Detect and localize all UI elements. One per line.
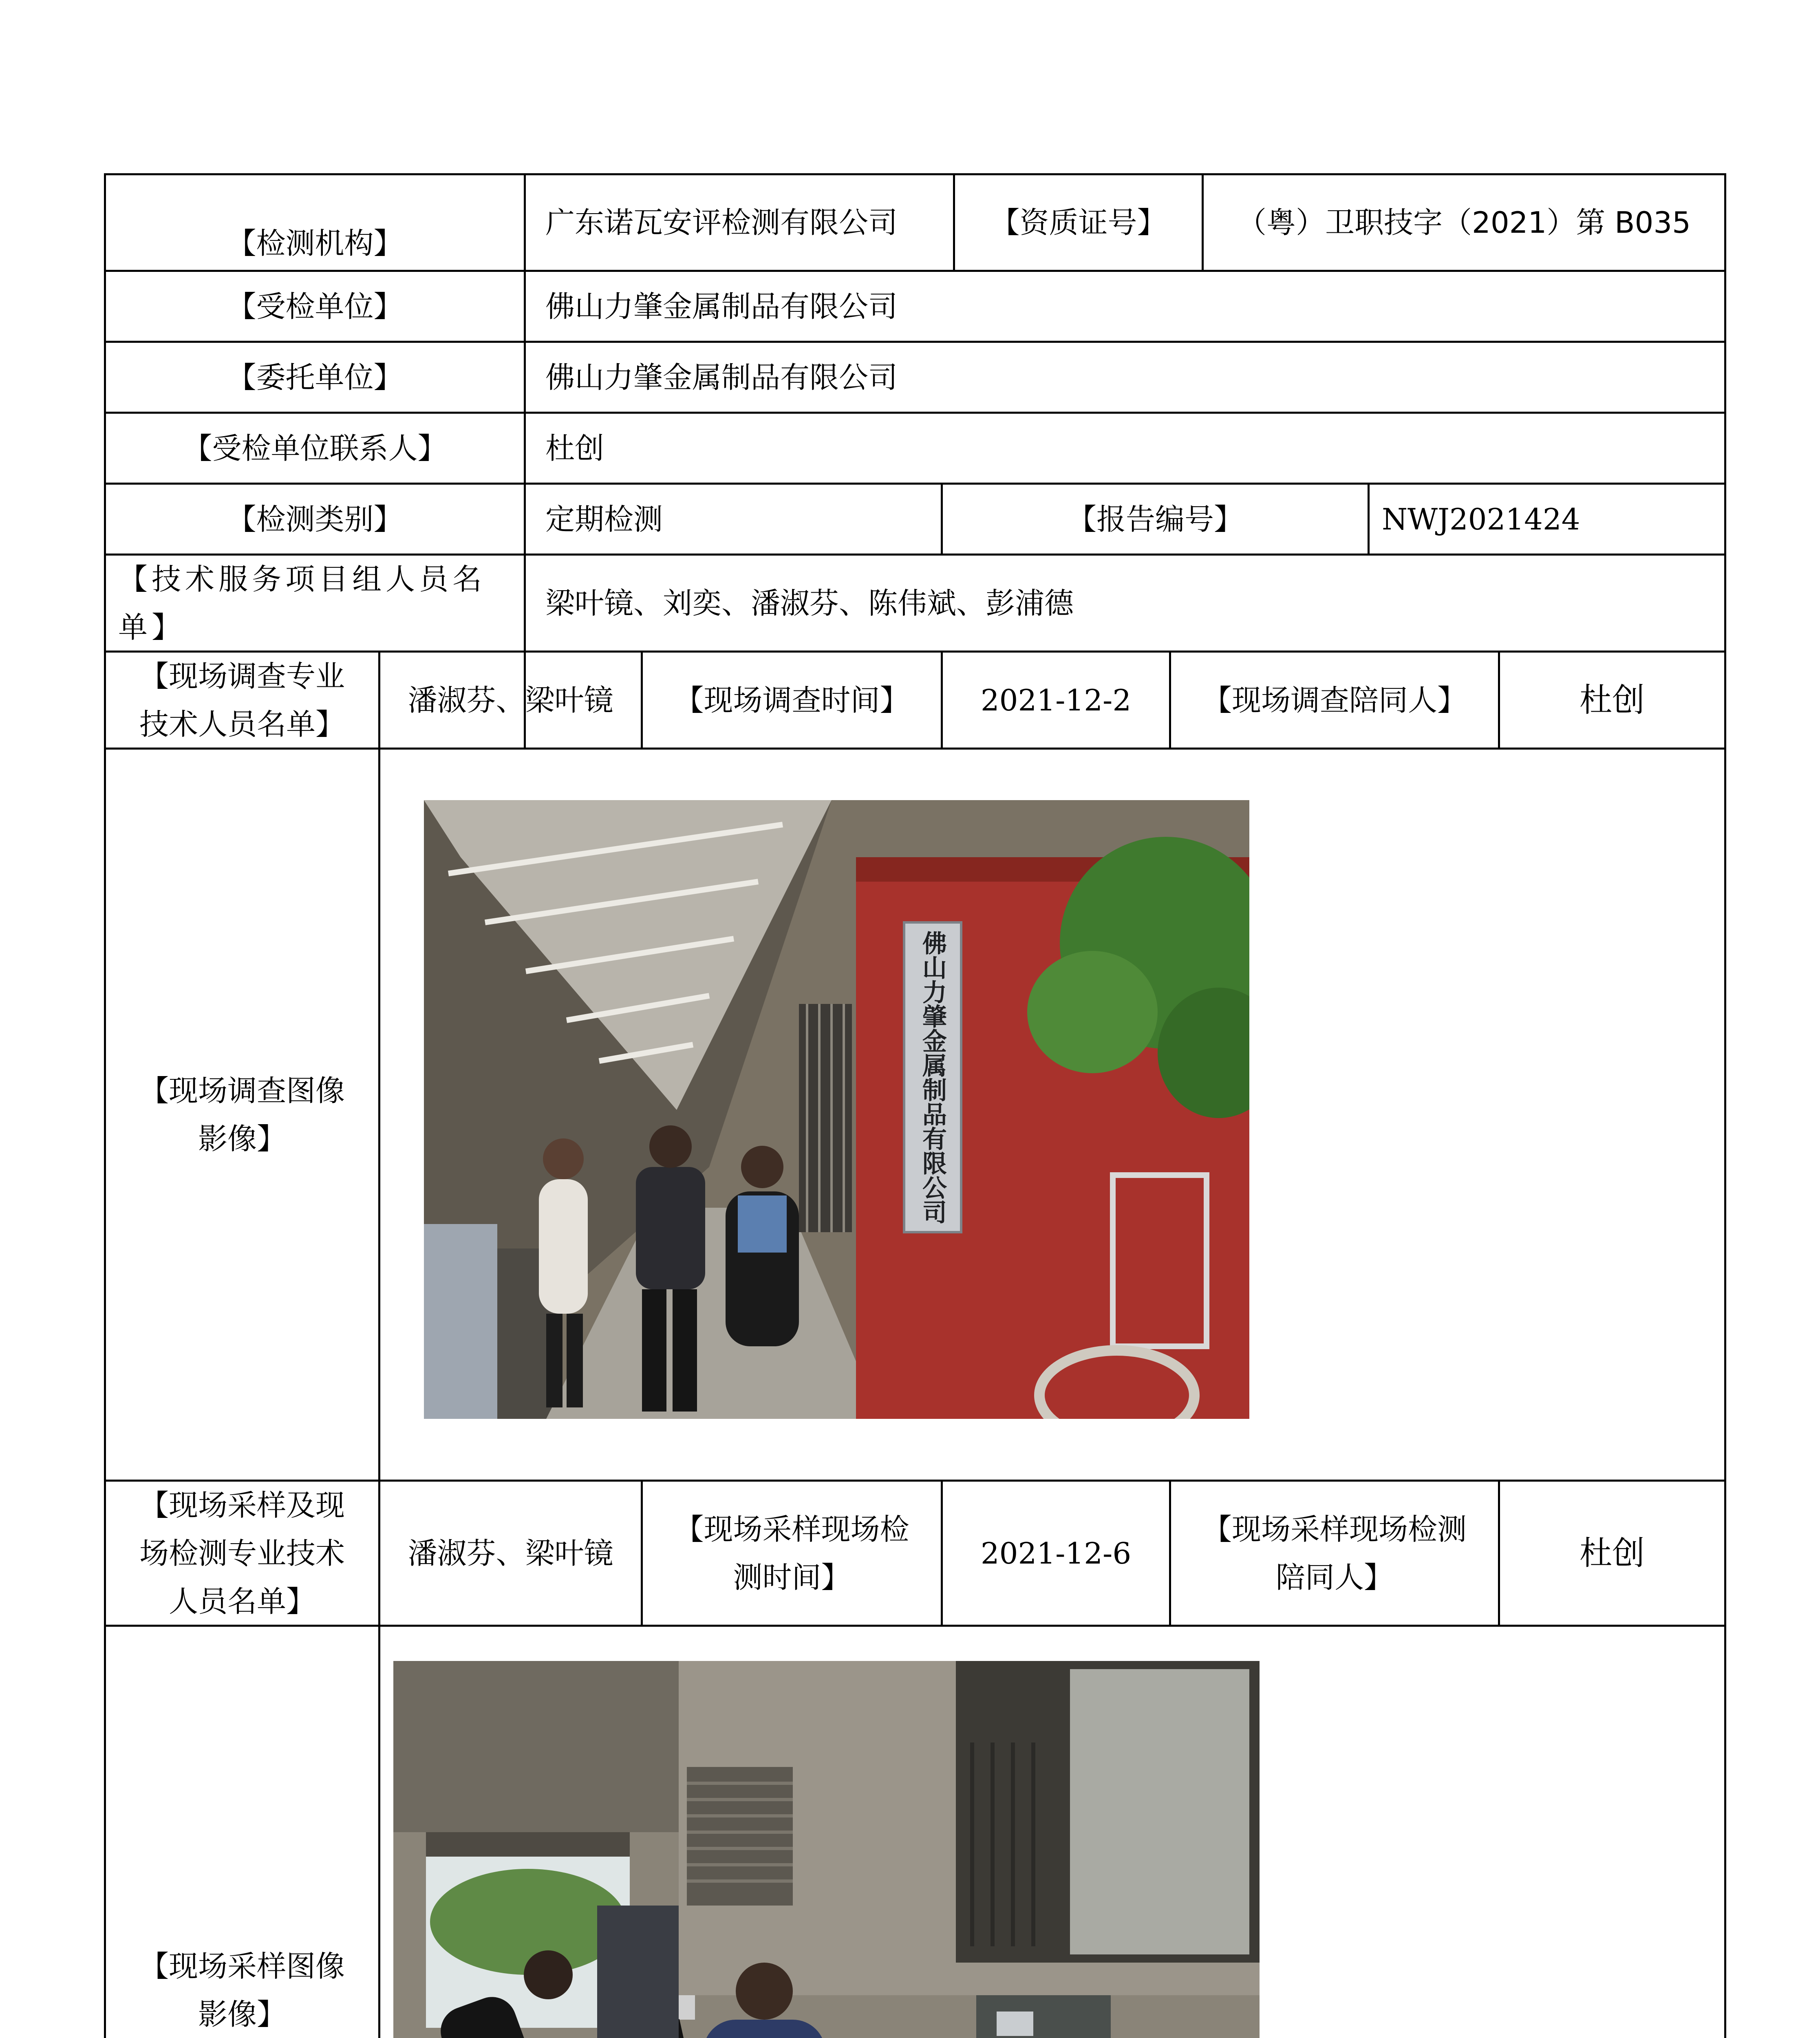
category-label: 【检测类别】	[227, 502, 403, 536]
sampling-time-label: 【现场采样现场检 测时间】	[674, 1512, 909, 1595]
survey-staff-label: 【现场调查专业 技术人员名单】	[139, 659, 345, 741]
survey-escort-value: 杜创	[1580, 681, 1645, 719]
survey-site-photo	[424, 800, 1249, 1419]
company-sign-text: 佛山力肇金属制品有限公司	[918, 931, 947, 1224]
entrusting-unit-value: 佛山力肇金属制品有限公司	[545, 360, 898, 395]
inspected-unit-value: 佛山力肇金属制品有限公司	[545, 289, 898, 324]
report-number-label: 【报告编号】	[1067, 502, 1243, 536]
institution-value: 广东诺瓦安评检测有限公司	[545, 205, 898, 240]
rule	[378, 651, 380, 2038]
survey-time-label: 【现场调查时间】	[674, 683, 909, 717]
survey-image-label: 【现场调查图像 影像】	[139, 1073, 345, 1156]
sampling-staff-value: 潘淑芬、梁叶镜	[408, 1536, 613, 1570]
survey-time-value: 2021-12-2	[980, 683, 1132, 717]
category-value: 定期检测	[545, 502, 663, 536]
sampling-staff-label: 【现场采样及现 场检测专业技术 人员名单】	[139, 1488, 345, 1619]
team-value: 梁叶镜、刘奕、潘淑芬、陈伟斌、彭浦德	[545, 586, 1074, 620]
sampling-site-photo	[393, 1661, 1260, 2038]
sampling-time-value: 2021-12-6	[980, 1536, 1132, 1570]
certificate-label: 【资质证号】	[990, 205, 1167, 240]
survey-escort-label: 【现场调查陪同人】	[1202, 683, 1467, 717]
contact-value: 杜创	[545, 431, 604, 465]
sampling-image-label: 【现场采样图像 影像】	[139, 1949, 345, 2031]
rule	[1724, 173, 1726, 2038]
contact-label: 【受检单位联系人】	[183, 431, 447, 465]
report-number-value: NWJ2021424	[1382, 502, 1580, 536]
inspected-unit-label: 【受检单位】	[227, 289, 403, 324]
team-label: 【技术服务项目组人员名 单】	[118, 562, 486, 644]
institution-label: 【检测机构】	[227, 226, 403, 260]
sampling-escort-label: 【现场采样现场检测 陪同人】	[1202, 1512, 1467, 1595]
certificate-value: （粤）卫职技字（2021）第 B035	[1237, 205, 1691, 240]
sampling-escort-value: 杜创	[1580, 1534, 1645, 1572]
survey-staff-value: 潘淑芬、梁叶镜	[408, 683, 613, 717]
entrusting-unit-label: 【委托单位】	[227, 360, 403, 395]
